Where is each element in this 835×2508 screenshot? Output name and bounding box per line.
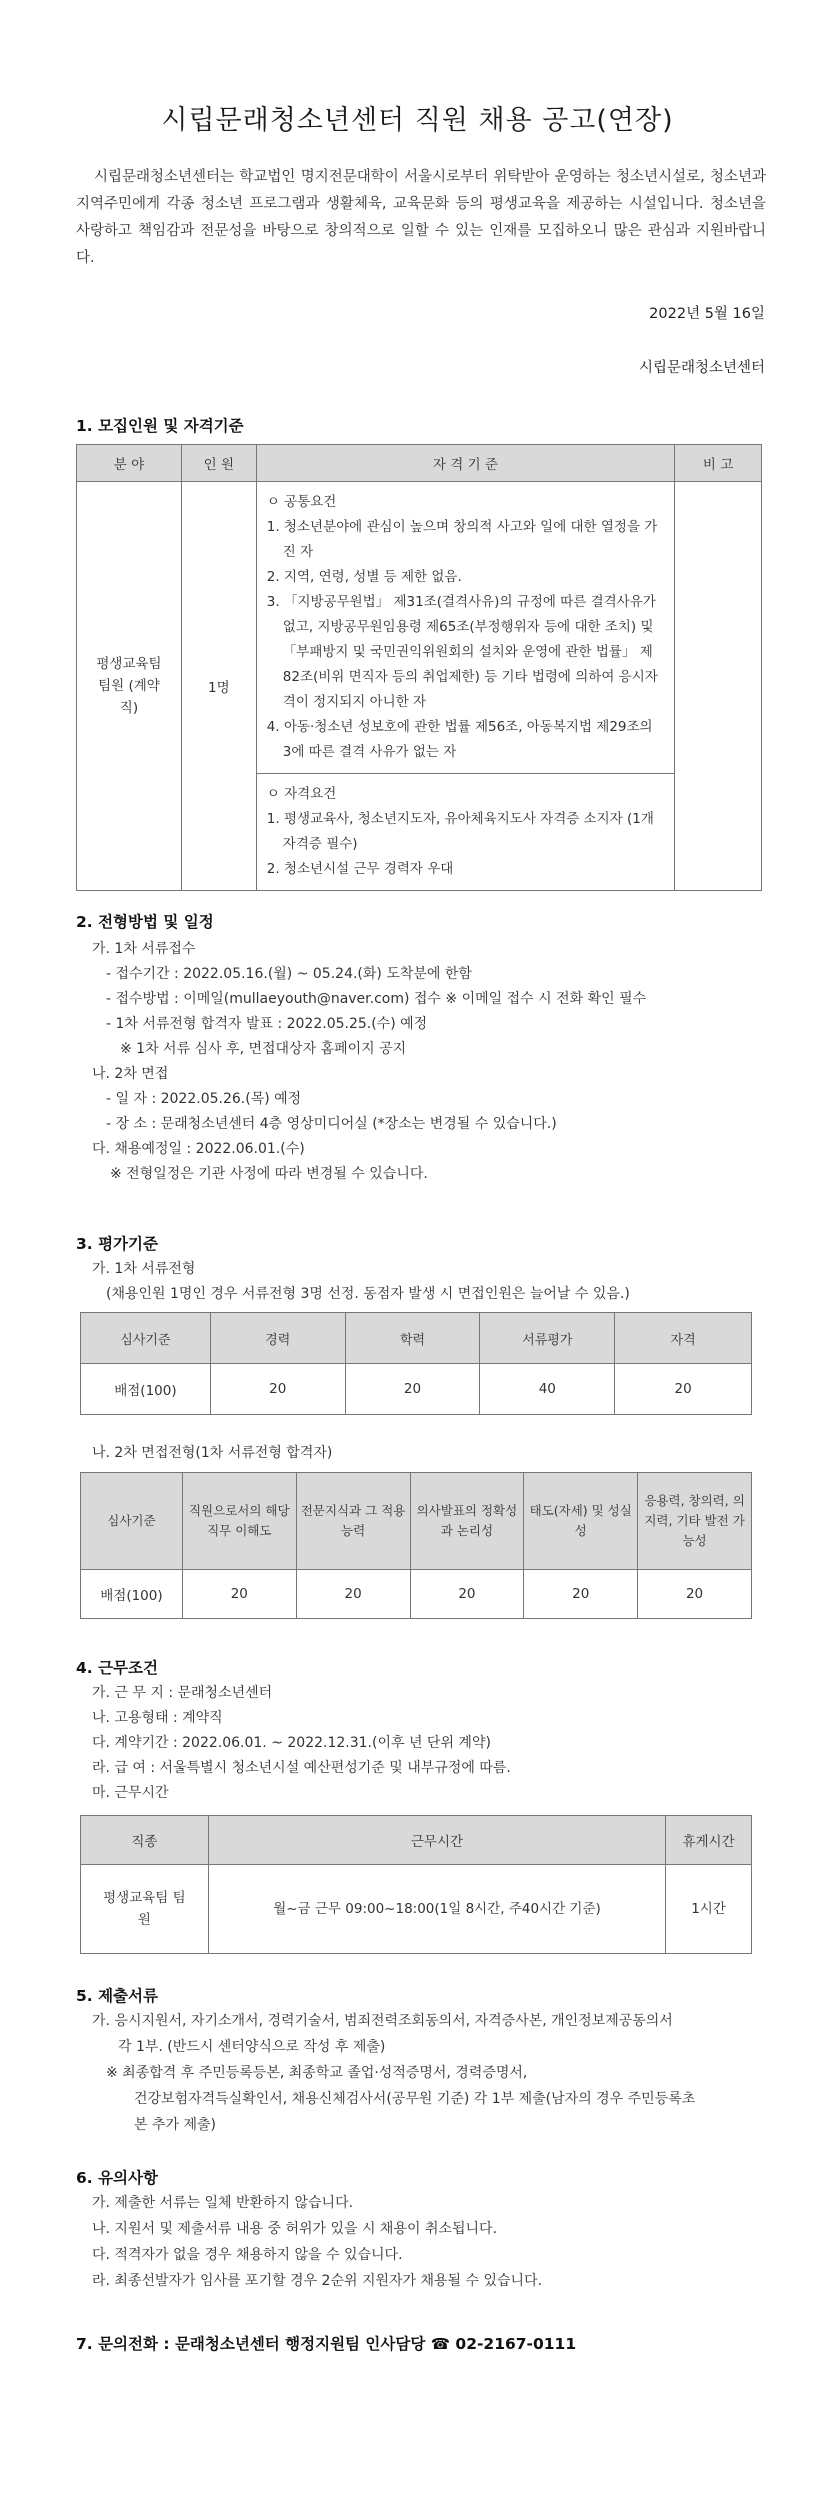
qualification-item: 1. 평생교육사, 청소년지도자, 유아체육지도사 자격증 소지자 (1개 자격증 필수) <box>266 811 654 852</box>
s5-line: ※ 최종합격 후 주민등록등본, 최종학교 졸업·성적증명서, 경력증명서, <box>106 2065 528 2081</box>
t3-header: 심사기준 <box>81 1473 183 1570</box>
t2-header: 자격 <box>615 1313 752 1364</box>
s4-line: 다. 계약기간 : 2022.06.01. ~ 2022.12.31.(이후 년 단위 계약) <box>92 1735 491 1751</box>
t3-cell: 배점(100) <box>81 1570 183 1619</box>
qualification-requirements <box>256 774 674 891</box>
contact-line: 7. 문의전화 : 문래청소년센터 행정지원팀 인사담당 ☎ 02-2167-0111 <box>76 2335 577 2353</box>
t2-header: 경력 <box>210 1313 345 1364</box>
s2-line: - 접수방법 : 이메일(mullaeyouth@naver.com) 접수 ※ 이메일 접수 시 전화 확인 필수 <box>106 991 647 1007</box>
t3-header: 전문지식과 그 적용능력 <box>296 1473 410 1570</box>
t4-cell: 1시간 <box>666 1865 752 1954</box>
s2-line: 다. 채용예정일 : 2022.06.01.(수) <box>92 1141 305 1157</box>
s6-line: 다. 적격자가 없을 경우 채용하지 않을 수 있습니다. <box>92 2247 403 2263</box>
section-1-title: 1. 모집인원 및 자격기준 <box>76 417 244 435</box>
qualification-item: 2. 청소년시설 근무 경력자 우대 <box>266 861 454 877</box>
s6-line: 가. 제출한 서류는 일체 반환하지 않습니다. <box>92 2195 354 2211</box>
t4-header: 직종 <box>81 1816 209 1865</box>
header-field: 분 야 <box>77 445 182 482</box>
header-requirements: 자 격 기 준 <box>256 445 674 482</box>
header-remarks: 비 고 <box>675 445 762 482</box>
common-item: 2. 지역, 연령, 성별 등 제한 없음. <box>266 569 462 585</box>
section-6-title: 6. 유의사항 <box>76 2169 158 2187</box>
page-title: 시립문래청소년센터 직원 채용 공고(연장) <box>161 105 674 136</box>
t4-header: 휴게시간 <box>666 1816 752 1865</box>
s4-line: 라. 급 여 : 서울특별시 청소년시설 예산편성기준 및 내부규정에 따름. <box>92 1760 511 1776</box>
t4-header: 근무시간 <box>208 1816 665 1865</box>
t2-cell: 20 <box>345 1364 480 1415</box>
work-hours-table <box>80 1815 752 1954</box>
interview-screening-table <box>80 1472 752 1619</box>
t3-cell: 20 <box>296 1570 410 1619</box>
s5-line: 각 1부. (반드시 센터양식으로 작성 후 제출) <box>118 2039 386 2055</box>
s3-sub1: 가. 1차 서류전형 <box>92 1261 196 1277</box>
t2-cell: 배점(100) <box>81 1364 211 1415</box>
s6-line: 라. 최종선발자가 임사를 포기할 경우 2순위 지원자가 채용될 수 있습니다. <box>92 2273 543 2289</box>
t3-cell: 20 <box>410 1570 524 1619</box>
count-cell: 1명 <box>181 482 256 891</box>
s5-line: 건강보험자격득실확인서, 채용신체검사서(공무원 기준) 각 1부 제출(남자의 경우 주민등록초 <box>134 2091 696 2107</box>
section-5-title: 5. 제출서류 <box>76 1987 158 2005</box>
t3-cell: 20 <box>638 1570 752 1619</box>
field-cell: 평생교육팀 팀원 (계약직) <box>77 482 182 891</box>
t2-header: 심사기준 <box>81 1313 211 1364</box>
s2-line: ※ 1차 서류 심사 후, 면접대상자 홈페이지 공지 <box>120 1041 407 1057</box>
t2-header: 학력 <box>345 1313 480 1364</box>
s2-line: - 장 소 : 문래청소년센터 4층 영상미디어실 (*장소는 변경될 수 있습니다.) <box>106 1116 557 1132</box>
s5-line: 가. 응시지원서, 자기소개서, 경력기술서, 범죄전력조회동의서, 자격증사본, 개인정보제공동의서 <box>92 2013 673 2029</box>
t3-cell: 20 <box>524 1570 638 1619</box>
common-item: 4. 아동·청소년 성보호에 관한 법률 제56조, 아동복지법 제29조의 3에 따른 결격 사유가 없는 자 <box>266 719 653 760</box>
notice-date: 2022년 5월 16일 <box>649 306 765 322</box>
s3-sub2: 나. 2차 면접전형(1차 서류전형 합격자) <box>92 1445 333 1461</box>
s2-line: - 1차 서류전형 합격자 발표 : 2022.05.25.(수) 예정 <box>106 1016 428 1032</box>
t4-cell: 월~금 근무 09:00~18:00(1일 8시간, 주40시간 기준) <box>208 1865 665 1954</box>
s4-line: 가. 근 무 지 : 문래청소년센터 <box>92 1685 273 1701</box>
s5-line: 본 추가 제출) <box>134 2117 216 2133</box>
t4-cell: 평생교육팀 팀원 <box>81 1865 209 1954</box>
t3-cell: 20 <box>182 1570 296 1619</box>
t2-cell: 20 <box>210 1364 345 1415</box>
header-count: 인 원 <box>181 445 256 482</box>
common-requirements <box>256 482 674 774</box>
s2-line: - 접수기간 : 2022.05.16.(월) ~ 05.24.(화) 도착분에 한함 <box>106 966 472 982</box>
t2-cell: 40 <box>480 1364 615 1415</box>
t3-header: 응용력, 창의력, 의지력, 기타 발전 가능성 <box>638 1473 752 1570</box>
remarks-cell <box>675 482 762 891</box>
t3-header: 태도(자세) 및 성실성 <box>524 1473 638 1570</box>
s4-line: 마. 근무시간 <box>92 1785 169 1801</box>
intro-paragraph: 시립문래청소년센터는 학교법인 명지전문대학이 서울시로부터 위탁받아 운영하는 청소년시설로, 청소년과 지역주민에게 각종 청소년 프로그램과 생활체육, 교육문화 등의 평생교육을 제공하는 시설입니다. 청소년을 사랑하고 책임감과 전문성을 바탕으로 창의적으로 일할 수 있는 인재를 모집하오니 많은 관심과 지원바랍니다. <box>76 169 766 266</box>
t3-header: 직원으로서의 해당직무 이해도 <box>182 1473 296 1570</box>
s2-line: ※ 전형일정은 기관 사정에 따라 변경될 수 있습니다. <box>110 1166 428 1182</box>
s3-note: (채용인원 1명인 경우 서류전형 3명 선정. 동점자 발생 시 면접인원은 늘어날 수 있음.) <box>106 1286 630 1302</box>
t2-cell: 20 <box>615 1364 752 1415</box>
common-requirements-title: ㅇ 공통요건 <box>266 494 337 510</box>
qualification-title: ㅇ 자격요건 <box>266 786 337 802</box>
section-2-title: 2. 전형방법 및 일정 <box>76 913 214 931</box>
s2-line: 가. 1차 서류접수 <box>92 941 196 957</box>
section-4-title: 4. 근무조건 <box>76 1659 158 1677</box>
common-item: 1. 청소년분야에 관심이 높으며 창의적 사고와 일에 대한 열정을 가진 자 <box>266 519 658 560</box>
organization-name: 시립문래청소년센터 <box>638 360 765 376</box>
recruitment-table <box>76 444 762 891</box>
t2-header: 서류평가 <box>480 1313 615 1364</box>
common-item: 3. 「지방공무원법」 제31조(결격사유)의 규정에 따른 결격사유가 없고, 지방공무원임용령 제65조(부정행위자 등에 대한 조치) 및 「부패방지 및 국민권익위원회의 설치와 운영에 관한 법률」 제82조(비위 면직자 등의 취업제한) 등 기타 법령에 의하여 응시자격이 정지되지 아니한 자 <box>266 594 658 710</box>
s6-line: 나. 지원서 및 제출서류 내용 중 허위가 있을 시 채용이 취소됩니다. <box>92 2221 498 2237</box>
t3-header: 의사발표의 정확성과 논리성 <box>410 1473 524 1570</box>
document-screening-table <box>80 1312 752 1415</box>
s2-line: 나. 2차 면접 <box>92 1066 169 1082</box>
s4-line: 나. 고용형태 : 계약직 <box>92 1710 223 1726</box>
s2-line: - 일 자 : 2022.05.26.(목) 예정 <box>106 1091 302 1107</box>
section-3-title: 3. 평가기준 <box>76 1235 158 1253</box>
